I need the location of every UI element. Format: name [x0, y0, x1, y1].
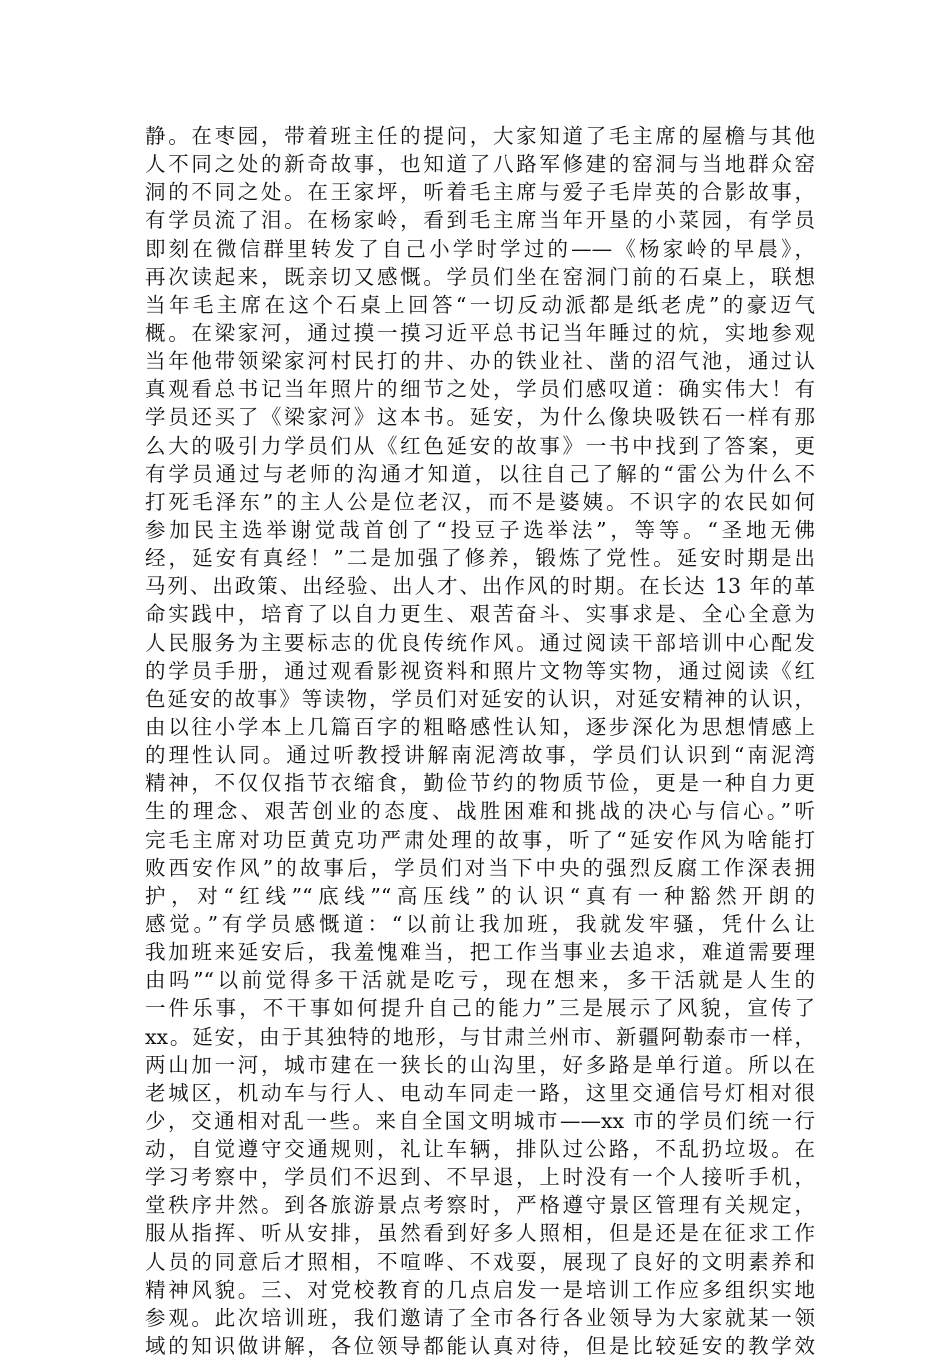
text-line: 精神风貌。三、对党校教育的几点启发一是培训工作应多组织实地 [145, 1277, 815, 1302]
text-line: 的学员手册，通过观看影视资料和照片文物等实物，通过阅读《红 [145, 658, 815, 683]
text-line: 域的知识做讲解，各位领导都能认真对待，但是比较延安的教学效 [145, 1334, 815, 1359]
text-line: xx。延安，由于其独特的地形，与甘肃兰州市、新疆阿勒泰市一样， [145, 1024, 815, 1049]
text-line: 再次读起来，既亲切又感慨。学员们坐在窑洞门前的石桌上，联想 [145, 264, 815, 289]
text-line: 少，交通相对乱一些。来自全国文明城市——xx 市的学员们统一行 [145, 1108, 815, 1133]
text-line: 打死毛泽东”的主人公是位老汉，而不是婆姨。不识字的农民如何 [145, 489, 815, 514]
text-line: 命实践中，培育了以自力更生、艰苦奋斗、实事求是、全心全意为 [145, 602, 815, 627]
text-line: 参加民主选举谢觉哉首创了“投豆子选举法”，等等。“圣地无佛 [145, 517, 815, 542]
text-line: 即刻在微信群里转发了自己小学时学过的——《杨家岭的早晨》， [145, 236, 815, 261]
text-line: 由以往小学本上几篇百字的粗略感性认知，逐步深化为思想情感上 [145, 714, 815, 739]
text-line: 两山加一河，城市建在一狭长的山沟里，好多路是单行道。所以在 [145, 1052, 815, 1077]
text-line: 当年毛主席在这个石桌上回答“一切反动派都是纸老虎”的豪迈气 [145, 292, 815, 317]
text-line: 经，延安有真经！”二是加强了修养，锻炼了党性。延安时期是出 [145, 546, 815, 571]
text-line: 一件乐事，不干事如何提升自己的能力”三是展示了风貌，宣传了 [145, 996, 815, 1021]
text-line: 由吗”“以前觉得多干活就是吃亏，现在想来，多干活就是人生的 [145, 968, 815, 993]
text-line: 人员的同意后才照相，不喧哗、不戏耍，展现了良好的文明素养和 [145, 1249, 815, 1274]
text-line: 生的理念、艰苦创业的态度、战胜困难和挑战的决心与信心。”听 [145, 799, 815, 824]
text-line: 人民服务为主要标志的优良传统作风。通过阅读干部培训中心配发 [145, 630, 815, 655]
text-line: 参观。此次培训班，我们邀请了全市各行各业领导为大家就某一领 [145, 1305, 815, 1330]
text-line: 概。在梁家河，通过摸一摸习近平总书记当年睡过的炕，实地参观 [145, 320, 815, 345]
text-line: 么大的吸引力学员们从《红色延安的故事》一书中找到了答案，更 [145, 433, 815, 458]
text-line: 学习考察中，学员们不迟到、不早退，上时没有一个人接听手机， [145, 1165, 815, 1190]
text-line: 学员还买了《梁家河》这本书。延安，为什么像块吸铁石一样有那 [145, 405, 815, 430]
text-line: 马列、出政策、出经验、出人才、出作风的时期。在长达 13 年的革 [145, 574, 815, 599]
text-line: 真观看总书记当年照片的细节之处，学员们感叹道：确实伟大！有 [145, 377, 815, 402]
text-line: 老城区，机动车与行人、电动车同走一路，这里交通信号灯相对很 [145, 1080, 815, 1105]
text-line: 精神，不仅仅指节衣缩食，勤俭节约的物质节俭，更是一种自力更 [145, 771, 815, 796]
body-text [145, 122, 815, 1360]
text-line: 我加班来延安后，我羞愧难当，把工作当事业去追求，难道需要理 [145, 940, 815, 965]
text-line: 堂秩序井然。到各旅游景点考察时，严格遵守景区管理有关规定， [145, 1193, 815, 1218]
text-line: 服从指挥、听从安排，虽然看到好多人照相，但是还是在征求工作 [145, 1221, 815, 1246]
text-line: 败西安作风”的故事后，学员们对当下中央的强烈反腐工作深表拥 [145, 855, 815, 880]
text-line: 有学员流了泪。在杨家岭，看到毛主席当年开垦的小菜园，有学员 [145, 208, 815, 233]
text-line: 有学员通过与老师的沟通才知道，以往自己了解的“雷公为什么不 [145, 461, 815, 486]
text-line: 完毛主席对功臣黄克功严肃处理的故事，听了“延安作风为啥能打 [145, 827, 815, 852]
text-line: 护，对“红线”“底线”“高压线”的认识“真有一种豁然开朗的 [145, 883, 815, 908]
text-line: 色延安的故事》等读物，学员们对延安的认识，对延安精神的认识， [145, 686, 815, 711]
text-line: 人不同之处的新奇故事，也知道了八路军修建的窑洞与当地群众窑 [145, 152, 815, 177]
text-line: 感觉。”有学员感慨道：“以前让我加班，我就发牢骚，凭什么让 [145, 911, 815, 936]
text-line: 洞的不同之处。在王家坪，听着毛主席与爱子毛岸英的合影故事， [145, 180, 815, 205]
text-line: 动，自觉遵守交通规则，礼让车辆，排队过公路，不乱扔垃圾。在 [145, 1137, 815, 1162]
text-line: 静。在枣园，带着班主任的提问，大家知道了毛主席的屋檐与其他 [145, 124, 815, 148]
text-line: 的理性认同。通过听教授讲解南泥湾故事，学员们认识到“南泥湾 [145, 743, 815, 768]
text-line: 当年他带领梁家河村民打的井、办的铁业社、凿的沼气池，通过认 [145, 349, 815, 374]
